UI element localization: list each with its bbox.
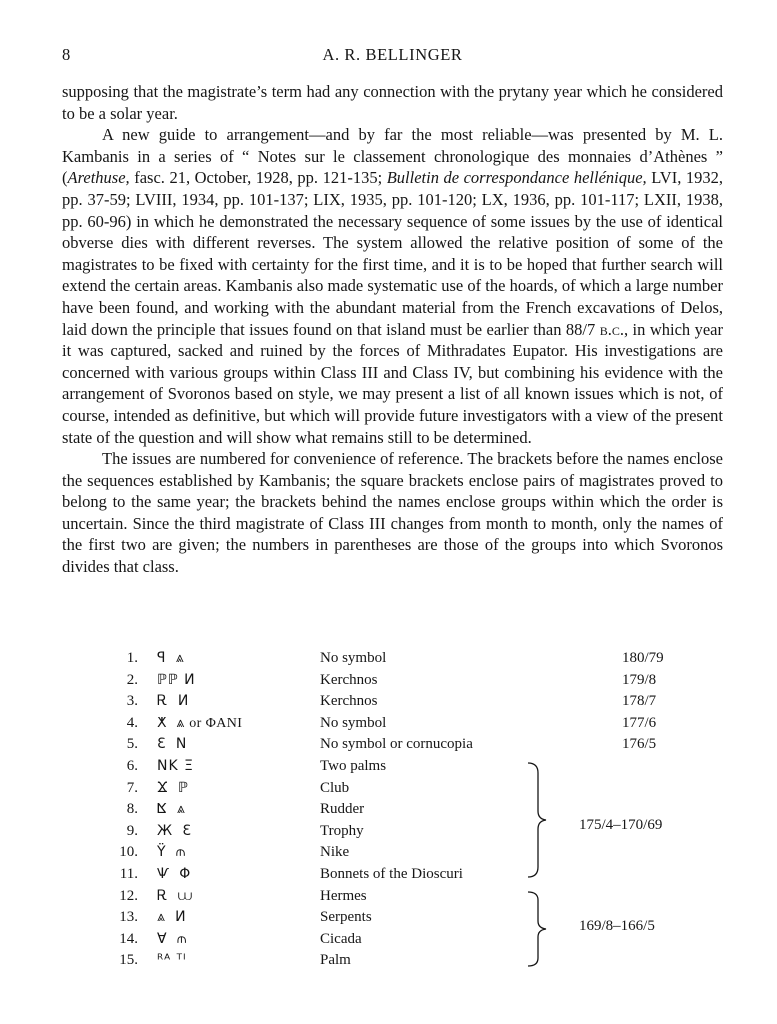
- issue-symbol: Kerchnos: [320, 671, 378, 688]
- issue-row: [0, 650, 777, 672]
- issue-number: 11.: [119, 866, 138, 882]
- bc-abbrev: b.c.: [599, 319, 624, 339]
- magistrate-monograms: Ϫ ℙ: [157, 779, 189, 796]
- journal-bch: Bulletin de correspondance hellénique,: [386, 168, 647, 188]
- issue-row: [0, 909, 777, 931]
- paragraph-kambanis: [62, 124, 723, 448]
- issue-date: 176/5: [622, 736, 657, 753]
- issue-number: 13.: [119, 909, 138, 926]
- issue-number: 3.: [126, 693, 138, 710]
- group-date-range-1: 175/4–170/69: [579, 817, 663, 833]
- issue-row: [0, 888, 777, 910]
- para2-text-e: LVI, 1932, pp. 37-59; LVIII, 1934, pp. 101-137; LIX, 1935, pp. 101-120; LX, 1936, pp. 101-117; LXII, 1938, pp. 60-96) in which he demonstrated the necessary sequence of some issues by the use of identical obverse dies with different reverses. The system allowed the relative position of some of the magistrates to be fixed with certainty for the first time, and it is to be hoped that further search will extend the certain areas. Kambanis also made systematic use of the hoards, of which a large number have been found, and working with the abundant material from the French excavations of Delos, laid down the principle that issues found on that island must be earlier than 88/7: [62, 168, 723, 339]
- issue-row: [0, 693, 777, 715]
- issue-number: 1.: [126, 650, 138, 666]
- magistrate-monograms: Ɐ ⫙: [157, 930, 188, 947]
- issue-date: 179/8: [622, 671, 657, 688]
- issue-row: [0, 715, 777, 737]
- page-header: [62, 45, 723, 69]
- para2-text-g: , in which year it was captured, sacked and ruined by the forces of Mithradates Eupator. His investigations are concerned with various groups within Class III and Class IV, but combining his evidence with the arrangement of Svoronos based on style, we may present a list of all known issues which is not, of course, intended as definitive, but which will provide future investigators with a view of the present state of the question and will show what remains still to be determined.: [62, 319, 723, 447]
- issue-row: [0, 672, 777, 694]
- magistrate-monograms: ℙℙ Ͷ: [157, 671, 196, 688]
- issue-date: 178/7: [622, 693, 657, 710]
- magistrate-monograms: Ɛ Ν: [157, 736, 188, 753]
- issue-number: 10.: [119, 844, 138, 861]
- body-text: [62, 81, 723, 578]
- issue-symbol: Rudder: [320, 801, 365, 818]
- issue-row: [0, 952, 777, 974]
- issue-symbol: Club: [320, 779, 350, 796]
- issue-number: 14.: [119, 930, 138, 947]
- issue-symbol: Palm: [320, 952, 351, 969]
- journal-arethuse: Arethuse,: [67, 168, 130, 188]
- issue-number: 8.: [126, 801, 138, 818]
- issue-number: 2.: [126, 671, 138, 688]
- issue-date: 180/79: [622, 650, 664, 666]
- magistrate-monograms: ᴿᴬ ᵀᴵ: [157, 952, 187, 969]
- magistrate-monograms: ⴿ ⩓: [157, 801, 186, 818]
- issue-number: 7.: [126, 779, 138, 796]
- page-number: 8: [62, 45, 71, 64]
- running-head: A. R. BELLINGER: [322, 45, 463, 64]
- magistrate-monograms: Ж Ɛ: [157, 822, 192, 839]
- para2-text-c: fasc. 21, October, 1928, pp. 121-135;: [129, 168, 387, 188]
- issue-symbol: Trophy: [320, 822, 364, 839]
- issue-symbol: Nike: [320, 844, 350, 861]
- issue-symbol: Hermes: [320, 887, 367, 904]
- monogram-glyphs: ⵅ ⩓: [157, 714, 186, 731]
- issue-number: 4.: [126, 714, 138, 731]
- issue-date: 177/6: [622, 714, 657, 731]
- issue-symbol: Serpents: [320, 909, 372, 926]
- paragraph-numbering: The issues are numbered for convenience of reference. The brackets before the names enclose the sequences established by Kambanis; the square brackets enclose pairs of magistrates proved to belong to the same year; the brackets behind the names enclose groups within which the order is uncertain. Since the third magistrate of Class III changes from month to month, only the names of the first two are given; the numbers in parentheses are those of the groups into which Svoronos divides that class.: [62, 449, 723, 577]
- issue-number: 9.: [126, 822, 138, 839]
- issue-row: [0, 758, 777, 780]
- monogram-alternative: or ΦANI: [185, 715, 243, 731]
- issue-symbol: No symbol or cornucopia: [320, 736, 473, 753]
- issue-row: [0, 866, 777, 888]
- para2-text-a: A new guide to arrangement—and by far the most reliable—was presented by M. L. Kambanis in a series of “ Notes sur le classement chronologique des monnaies d’Athènes ” (: [62, 125, 723, 188]
- issue-row: [0, 931, 777, 953]
- issue-list: [0, 650, 777, 980]
- magistrate-monograms: ꟼ ⩓: [157, 650, 185, 666]
- issue-number: 5.: [126, 736, 138, 753]
- group-date-range-2: 169/8–166/5: [579, 918, 655, 934]
- issue-row: [0, 736, 777, 758]
- issue-symbol: Kerchnos: [320, 693, 378, 710]
- issue-symbol: Bonnets of the Dioscuri: [320, 866, 463, 882]
- issue-number: 6.: [126, 758, 138, 774]
- issue-row: [0, 780, 777, 802]
- magistrate-monograms: Ꭱ Ͷ: [157, 693, 190, 710]
- issue-number: 12.: [119, 887, 138, 904]
- issue-symbol: No symbol: [320, 714, 387, 731]
- group-brace-1: [522, 761, 552, 879]
- magistrate-monograms: Ϋ ⫙: [157, 844, 187, 861]
- issue-row: [0, 844, 777, 866]
- issue-symbol: Two palms: [320, 758, 387, 774]
- issue-symbol: Cicada: [320, 930, 362, 947]
- magistrate-monograms: Ѱ Φ: [157, 866, 192, 882]
- magistrate-monograms: ⩓ Ͷ: [157, 909, 187, 926]
- magistrate-monograms: ΝΚ Ξ: [157, 758, 194, 774]
- group-brace-2: [522, 890, 552, 968]
- issue-symbol: No symbol: [320, 650, 387, 666]
- magistrate-monograms: Ꭱ ⩊: [157, 887, 193, 904]
- issue-number: 15.: [119, 952, 138, 969]
- paragraph-continuation: supposing that the magistrate’s term had any connection with the prytany year which he considered to be a solar year.: [62, 82, 723, 123]
- magistrate-monograms: [157, 715, 242, 732]
